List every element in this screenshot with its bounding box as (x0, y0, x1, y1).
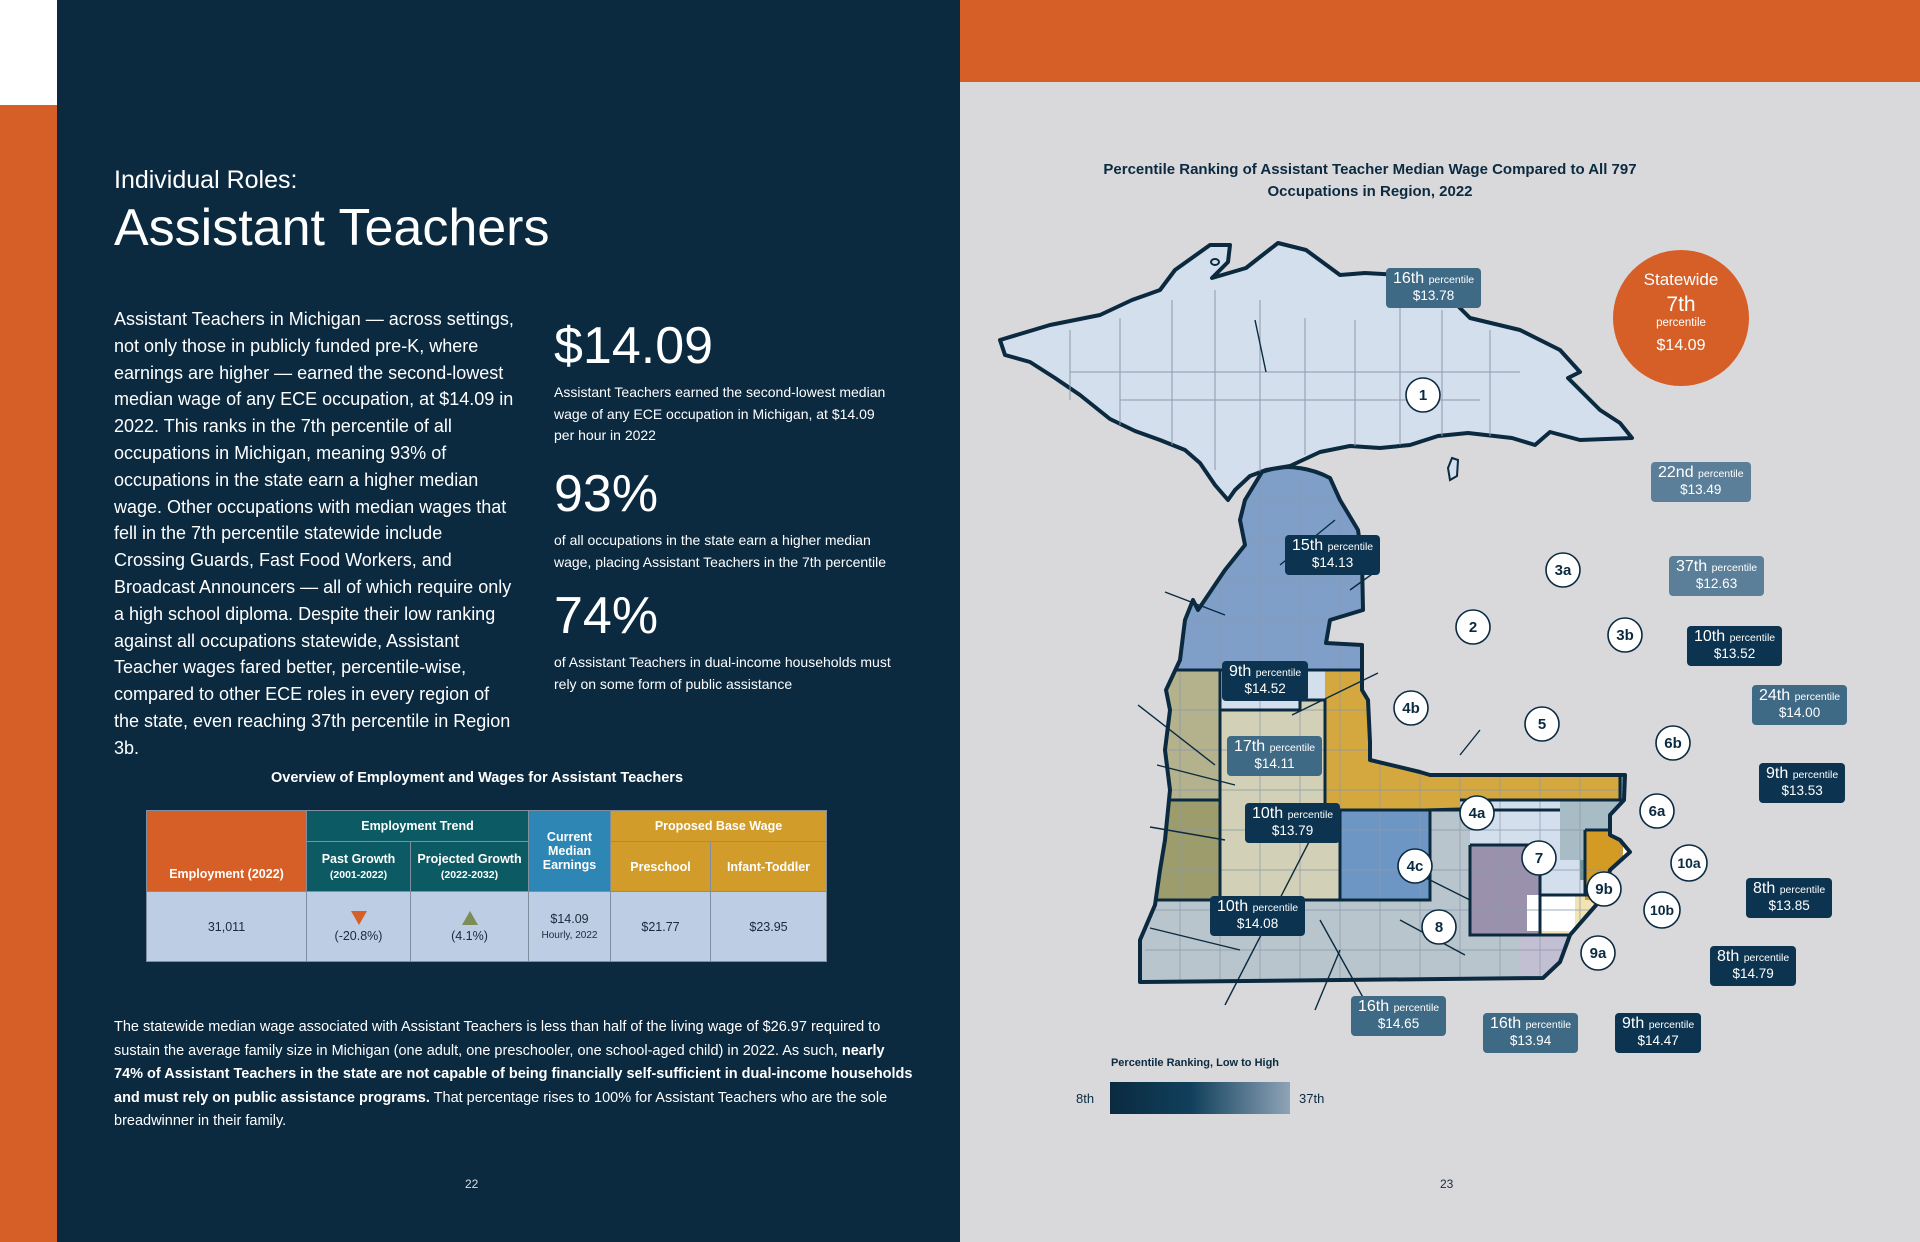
callout-region-4a (1227, 736, 1322, 776)
marker-label: 9b (1595, 881, 1613, 898)
callout-rank: 16th (1358, 998, 1390, 1015)
marker-8 (1422, 910, 1456, 944)
marker-3b (1608, 618, 1642, 652)
michigan-region-map (960, 0, 1920, 1242)
header-past-growth (307, 842, 411, 892)
no-data-county (1527, 895, 1575, 931)
region-3b (1525, 580, 1600, 670)
callout-wage: $14.52 (1244, 681, 1286, 696)
legend-gradient-bar (1110, 1082, 1290, 1114)
island-shape (1448, 458, 1458, 480)
marker-9b (1587, 872, 1621, 906)
callout-rank: 9th (1766, 765, 1789, 782)
header-past-growth-period: (2001-2022) (329, 869, 388, 881)
marker-label: 1 (1418, 387, 1428, 404)
right-page (960, 0, 1920, 1242)
stat-value: $14.09 (554, 317, 714, 375)
callout-percentile-word: percentile (1743, 952, 1790, 964)
table-row (147, 892, 827, 962)
employment-wages-table (146, 810, 827, 962)
callout-rank: 10th (1694, 628, 1726, 645)
cell-projected-growth-value: (4.1%) (451, 928, 488, 943)
paragraph-emphasis: nearly 74% of Assistant Teachers in the state are not capable of being financially self-sufficient in dual-income households and must rely on public assistance programs. (114, 1042, 913, 1106)
section-kicker: Individual Roles: (114, 166, 298, 194)
page-title: Assistant Teachers (114, 199, 550, 257)
region-4b (1135, 670, 1220, 810)
marker-2 (1456, 610, 1490, 644)
callout-rank: 17th (1234, 738, 1266, 755)
callout-percentile-word: percentile (1698, 468, 1744, 480)
callout-wage: $14.79 (1732, 966, 1774, 981)
marker-label: 9a (1589, 945, 1607, 962)
stat-description: of Assistant Teachers in dual-income households must rely on some form of public assistance (554, 654, 891, 692)
callout-rank: 16th (1393, 270, 1425, 287)
callout-rank: 9th (1622, 1015, 1645, 1032)
header-infant-toddler: Infant-Toddler (711, 842, 827, 892)
no-data-county (1623, 836, 1669, 886)
marker-label: 3b (1616, 627, 1634, 644)
callout-wage: $14.47 (1637, 1033, 1679, 1048)
cell-past-growth (307, 892, 411, 962)
callout-rank: 22nd (1658, 464, 1694, 481)
marker-label: 4a (1468, 805, 1486, 822)
legend-title: Percentile Ranking, Low to High (1110, 1057, 1280, 1069)
marker-10b (1644, 892, 1680, 928)
cell-past-growth-value: (-20.8%) (334, 928, 383, 943)
statewide-rank: 7th (1666, 293, 1696, 316)
stat-description: of all occupations in the state earn a higher median wage, placing Assistant Teachers in the 7th percentile (554, 532, 887, 570)
callout-rank: 8th (1753, 880, 1776, 897)
callout-wage: $14.08 (1236, 916, 1279, 931)
callout-region-4c (1245, 803, 1340, 843)
callout-wage: $14.00 (1778, 705, 1821, 720)
cell-infant-toddler: $23.95 (711, 892, 827, 962)
statewide-percentile-word: percentile (1656, 317, 1706, 329)
marker-6a (1640, 794, 1674, 828)
stat-public-assistance (554, 586, 894, 695)
legend-low-label: 8th (1076, 1091, 1095, 1106)
callout-percentile-word: percentile (1393, 1002, 1440, 1014)
triangle-up-icon (462, 911, 478, 925)
legend-high-label: 37th (1299, 1091, 1325, 1106)
intro-paragraph: Assistant Teachers in Michigan — across settings, not only those in publicly funded pre-K, where earnings are higher — earned the second-lowest median wage of any ECE occupation, at $14.09 in 2022. This ranks in the 7th percentile of all occupations in Michigan, meaning 93% of occupations in the state earn a higher median wage. Other occupations with median wages that fell in the 7th percentile statewide include Crossing Guards, Fast Food Workers, and Broadcast Announcers — all of which require only a high school diploma. Despite their low ranking against all occupations statewide, Assistant Teacher wages fared better, percentile-wise, compared to other ECE roles in every region of the state, even reaching 37th percentile in Region 3b. (114, 309, 514, 758)
stat-median-wage (554, 316, 894, 447)
statewide-badge (1613, 250, 1749, 386)
marker-4c (1398, 849, 1432, 883)
cell-employment: 31,011 (147, 892, 307, 962)
marker-4a (1460, 796, 1494, 830)
marker-label: 5 (1537, 716, 1547, 733)
marker-label: 6a (1648, 803, 1666, 820)
callout-percentile-word: percentile (1794, 691, 1841, 703)
callout-rank: 37th (1676, 558, 1708, 575)
callout-region-9b (1615, 1013, 1701, 1053)
callout-region-3a (1651, 462, 1751, 502)
marker-label: 10b (1649, 902, 1675, 918)
cell-current-earnings (529, 892, 611, 962)
callout-wage: $12.63 (1695, 576, 1738, 591)
page-number-left: 22 (465, 1177, 479, 1191)
callout-rank: 16th (1490, 1015, 1522, 1032)
marker-1 (1406, 378, 1440, 412)
header-proposed-wage: Proposed Base Wage (611, 811, 827, 842)
callout-wage: $14.11 (1254, 756, 1295, 771)
callout-percentile-word: percentile (1729, 632, 1776, 644)
marker-label: 10a (1677, 855, 1701, 871)
callout-wage: $13.53 (1781, 783, 1823, 798)
cell-projected-growth (411, 892, 529, 962)
callout-rank: 24th (1759, 687, 1791, 704)
callout-region-9a (1483, 1013, 1578, 1053)
callout-rank: 8th (1717, 948, 1740, 965)
callout-rank: 10th (1252, 805, 1284, 822)
marker-3a (1546, 553, 1580, 587)
callout-rank: 9th (1229, 663, 1252, 680)
callout-wage: $13.85 (1768, 898, 1810, 913)
marker-6b (1656, 726, 1690, 760)
table-title: Overview of Employment and Wages for Assistant Teachers (270, 770, 684, 786)
callout-percentile-word: percentile (1525, 1019, 1572, 1031)
callout-region-3b (1669, 556, 1764, 596)
callout-rank: 15th (1292, 537, 1324, 554)
callout-region-10b (1710, 946, 1796, 986)
marker-label: 8 (1434, 919, 1444, 936)
callout-region-6b (1752, 685, 1847, 725)
callout-wage: $13.78 (1412, 288, 1455, 303)
triangle-down-icon (351, 911, 367, 925)
marker-5 (1525, 707, 1559, 741)
callout-region-10a (1746, 878, 1832, 918)
left-accent-bar (0, 105, 57, 1242)
header-employment-trend: Employment Trend (307, 811, 529, 842)
stat-description: Assistant Teachers earned the second-lowest median wage of any ECE occupation in Michigan, at $14.09 per hour in 2022 (554, 384, 886, 443)
callout-wage: $13.52 (1713, 646, 1756, 661)
paragraph-text: The statewide median wage associated with Assistant Teachers is less than half of the living wage of $26.97 required to sustain the average family size in Michigan (one adult, one preschooler, one school-aged child) in 2022. As such, (114, 1019, 881, 1059)
header-past-growth-label: Past Growth (321, 852, 396, 866)
callout-percentile-word: percentile (1327, 541, 1374, 553)
callout-wage: $14.65 (1377, 1016, 1420, 1031)
stat-value: 74% (554, 587, 659, 645)
marker-label: 4b (1402, 700, 1420, 717)
cell-preschool: $21.77 (611, 892, 711, 962)
callout-wage: $13.49 (1680, 482, 1722, 497)
callout-region-6a (1759, 763, 1845, 803)
callout-wage: $14.13 (1311, 555, 1354, 570)
callout-wage: $13.79 (1271, 823, 1314, 838)
header-projected-growth (411, 842, 529, 892)
callout-percentile-word: percentile (1255, 667, 1302, 679)
marker-label: 4c (1406, 858, 1424, 875)
callout-percentile-word: percentile (1711, 562, 1758, 574)
callout-rank: 10th (1217, 898, 1249, 915)
page-number-right: 23 (1440, 1177, 1454, 1191)
callout-percentile-word: percentile (1428, 274, 1475, 286)
callout-region-8 (1210, 896, 1305, 936)
cell-current-earnings-value: $14.09 (550, 912, 589, 926)
callout-region-5 (1687, 626, 1782, 666)
callout-percentile-word: percentile (1252, 902, 1299, 914)
marker-4b (1394, 691, 1428, 725)
statewide-wage: $14.09 (1656, 337, 1706, 354)
map-title: Percentile Ranking of Assistant Teacher Median Wage Compared to All 797 Occupations in Region, 2022 (1103, 161, 1637, 200)
marker-label: 6b (1664, 735, 1682, 752)
callout-percentile-word: percentile (1269, 742, 1316, 754)
stat-higher-wage-share (554, 464, 894, 573)
marker-label: 3a (1554, 562, 1572, 579)
marker-7 (1522, 841, 1556, 875)
callout-percentile-word: percentile (1792, 769, 1839, 781)
marker-9a (1581, 936, 1615, 970)
living-wage-paragraph (114, 1016, 914, 1134)
marker-label: 7 (1534, 850, 1544, 867)
page-corner (0, 0, 57, 105)
callout-wage: $13.94 (1509, 1033, 1552, 1048)
callout-percentile-word: percentile (1287, 809, 1334, 821)
cell-current-earnings-note: Hourly, 2022 (541, 930, 598, 941)
callout-percentile-word: percentile (1648, 1019, 1695, 1031)
callout-percentile-word: percentile (1779, 884, 1826, 896)
header-projected-growth-label: Projected Growth (417, 852, 522, 866)
marker-label: 2 (1468, 619, 1478, 636)
island-shape (1211, 259, 1219, 265)
marker-10a (1671, 845, 1707, 881)
header-preschool: Preschool (611, 842, 711, 892)
header-projected-growth-period: (2022-2032) (440, 869, 499, 881)
callout-region-1 (1386, 268, 1481, 308)
stat-value: 93% (554, 465, 659, 523)
callout-region-4b (1222, 661, 1308, 701)
paragraph-text: That percentage rises to 100% for Assistant Teachers who are the sole breadwinner in their family. (114, 1089, 888, 1129)
header-current-earnings: Current Median Earnings (529, 811, 611, 892)
callout-region-2 (1285, 535, 1380, 575)
callout-region-7 (1351, 996, 1446, 1036)
left-page (57, 0, 960, 1242)
header-employment: Employment (2022) (147, 811, 307, 892)
no-data-county (1450, 672, 1490, 712)
statewide-label: Statewide (1643, 270, 1719, 289)
